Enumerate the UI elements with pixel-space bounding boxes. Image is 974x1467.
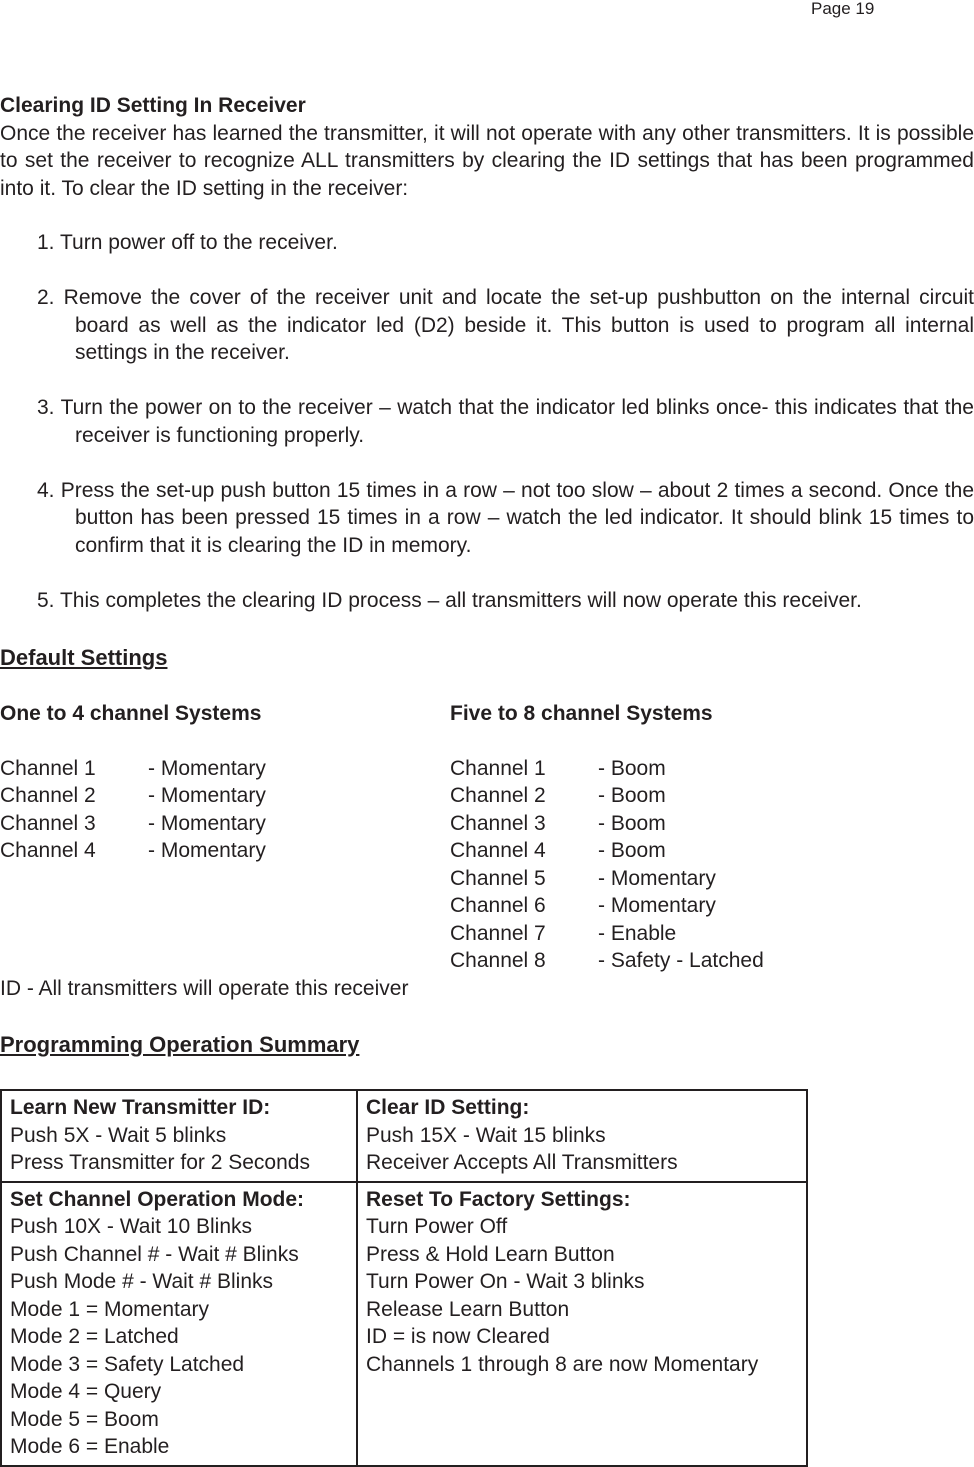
cell-line: Press Transmitter for 2 Seconds — [10, 1151, 310, 1174]
cell-line: Mode 5 = Boom — [10, 1407, 159, 1431]
clearing-id-intro: Once the receiver has learned the transmitter, it will not operate with any other transmitters. It is possible to set the receiver to recognize ALL transmitters by clearing the ID settings that has been programmed into it. To clear the ID setting in the receiver: — [0, 121, 974, 200]
cell-line: Press & Hold Learn Button — [366, 1242, 615, 1266]
cell-line: Push 15X - Wait 15 blinks — [366, 1123, 606, 1147]
cell-line: Mode 6 = Enable — [10, 1435, 170, 1458]
cell-line: Channels 1 through 8 are now Momentary — [366, 1352, 759, 1376]
id-default-note: ID - All transmitters will operate this receiver — [0, 977, 409, 1000]
channel-row — [450, 810, 764, 838]
channel-mode: - Boom — [598, 811, 666, 835]
programming-summary-table — [0, 1089, 808, 1467]
cell-line: Mode 1 = Momentary — [10, 1297, 210, 1321]
channel-row — [450, 920, 764, 948]
programming-summary-heading: Programming Operation Summary — [0, 1032, 360, 1057]
channel-mode: - Boom — [598, 784, 666, 807]
channel-row — [450, 755, 764, 783]
cell-line: Mode 4 = Query — [10, 1380, 162, 1403]
clearing-step: 4. Press the set-up push button 15 times in a row – not too slow – about 2 times a second. Once the button has been pressed 15 times in a row – watch the led indicator. It should blink 15 times to confirm that it is clearing the ID in memory. — [37, 478, 974, 557]
channel-name: Channel 5 — [450, 866, 546, 890]
cell-line: Push Channel # - Wait # Blinks — [10, 1242, 299, 1266]
cell-line: Receiver Accepts All Transmitters — [366, 1151, 678, 1174]
channel-name: Channel 2 — [450, 784, 546, 807]
channel-mode: - Boom — [598, 839, 666, 862]
channel-row — [450, 865, 764, 893]
default-settings-section — [0, 644, 974, 1000]
learn-transmitter-cell — [1, 1090, 357, 1182]
channel-mode: - Momentary — [148, 784, 266, 807]
channel-mode: - Boom — [598, 756, 666, 780]
programming-summary-heading-wrap — [0, 1031, 359, 1059]
default-settings-heading: Default Settings — [0, 645, 168, 670]
five-to-eight-title: Five to 8 channel Systems — [450, 701, 713, 725]
cell-line: Push 5X - Wait 5 blinks — [10, 1123, 227, 1147]
cell-line: Turn Power On - Wait 3 blinks — [366, 1270, 645, 1293]
channel-name: Channel 1 — [0, 756, 96, 780]
channel-name: Channel 2 — [0, 784, 96, 807]
channel-row — [0, 837, 266, 865]
channel-name: Channel 4 — [450, 839, 546, 862]
clearing-steps-list — [0, 229, 974, 614]
cell-line: Push Mode # - Wait # Blinks — [10, 1270, 273, 1293]
table-row — [1, 1182, 807, 1466]
cell-line: Mode 2 = Latched — [10, 1325, 179, 1348]
learn-transmitter-title: Learn New Transmitter ID: — [10, 1096, 271, 1119]
channel-name: Channel 3 — [450, 811, 546, 835]
clear-id-cell — [357, 1090, 807, 1182]
channel-mode: - Momentary — [598, 866, 716, 890]
cell-line: Push 10X - Wait 10 Blinks — [10, 1215, 252, 1238]
default-settings-columns — [0, 700, 974, 1000]
channel-name: Channel 3 — [0, 811, 96, 835]
five-to-eight-channel-column — [450, 700, 764, 975]
channel-mode: - Momentary — [148, 839, 266, 862]
channel-name: Channel 1 — [450, 756, 546, 780]
set-mode-cell — [1, 1182, 357, 1466]
clearing-step: 1. Turn power off to the receiver. — [37, 231, 338, 254]
cell-line: ID = is now Cleared — [366, 1325, 550, 1348]
clearing-id-heading: Clearing ID Setting In Receiver — [0, 94, 306, 117]
channel-row — [0, 755, 266, 783]
clearing-step: 2. Remove the cover of the receiver unit and locate the set-up pushbutton on the internal circuit board as well as the indicator led (D2) beside it. This button is used to program all internal settings in the receiver. — [37, 286, 974, 364]
one-to-four-channel-column — [0, 700, 266, 865]
set-mode-title: Set Channel Operation Mode: — [10, 1187, 305, 1211]
cell-line: Release Learn Button — [366, 1297, 570, 1321]
table-row — [1, 1090, 807, 1182]
channel-name: Channel 6 — [450, 894, 546, 917]
channel-mode: - Momentary — [148, 811, 266, 835]
clear-id-title: Clear ID Setting: — [366, 1096, 530, 1119]
channel-mode: - Momentary — [148, 756, 266, 780]
clearing-step: 5. This completes the clearing ID process – all transmitters will now operate this receiver. — [37, 588, 862, 612]
reset-factory-title: Reset To Factory Settings: — [366, 1187, 631, 1211]
channel-name: Channel 8 — [450, 949, 546, 972]
page-number: Page 19 — [811, 0, 875, 18]
channel-row — [450, 837, 764, 865]
reset-factory-cell — [357, 1182, 807, 1466]
channel-mode: - Safety - Latched — [598, 949, 764, 972]
channel-name: Channel 7 — [450, 921, 546, 945]
cell-line: Mode 3 = Safety Latched — [10, 1352, 245, 1376]
clearing-id-section — [0, 92, 974, 642]
channel-row — [450, 947, 764, 975]
channel-row — [0, 810, 266, 838]
channel-mode: - Momentary — [598, 894, 716, 917]
channel-name: Channel 4 — [0, 839, 96, 862]
channel-row — [450, 892, 764, 920]
channel-mode: - Enable — [598, 921, 677, 945]
one-to-four-title: One to 4 channel Systems — [0, 701, 262, 725]
clearing-step: 3. Turn the power on to the receiver – watch that the indicator led blinks once- this indicates that the receiver is functioning properly. — [37, 396, 974, 447]
channel-row — [0, 782, 266, 810]
channel-row — [450, 782, 764, 810]
cell-line: Turn Power Off — [366, 1215, 508, 1238]
